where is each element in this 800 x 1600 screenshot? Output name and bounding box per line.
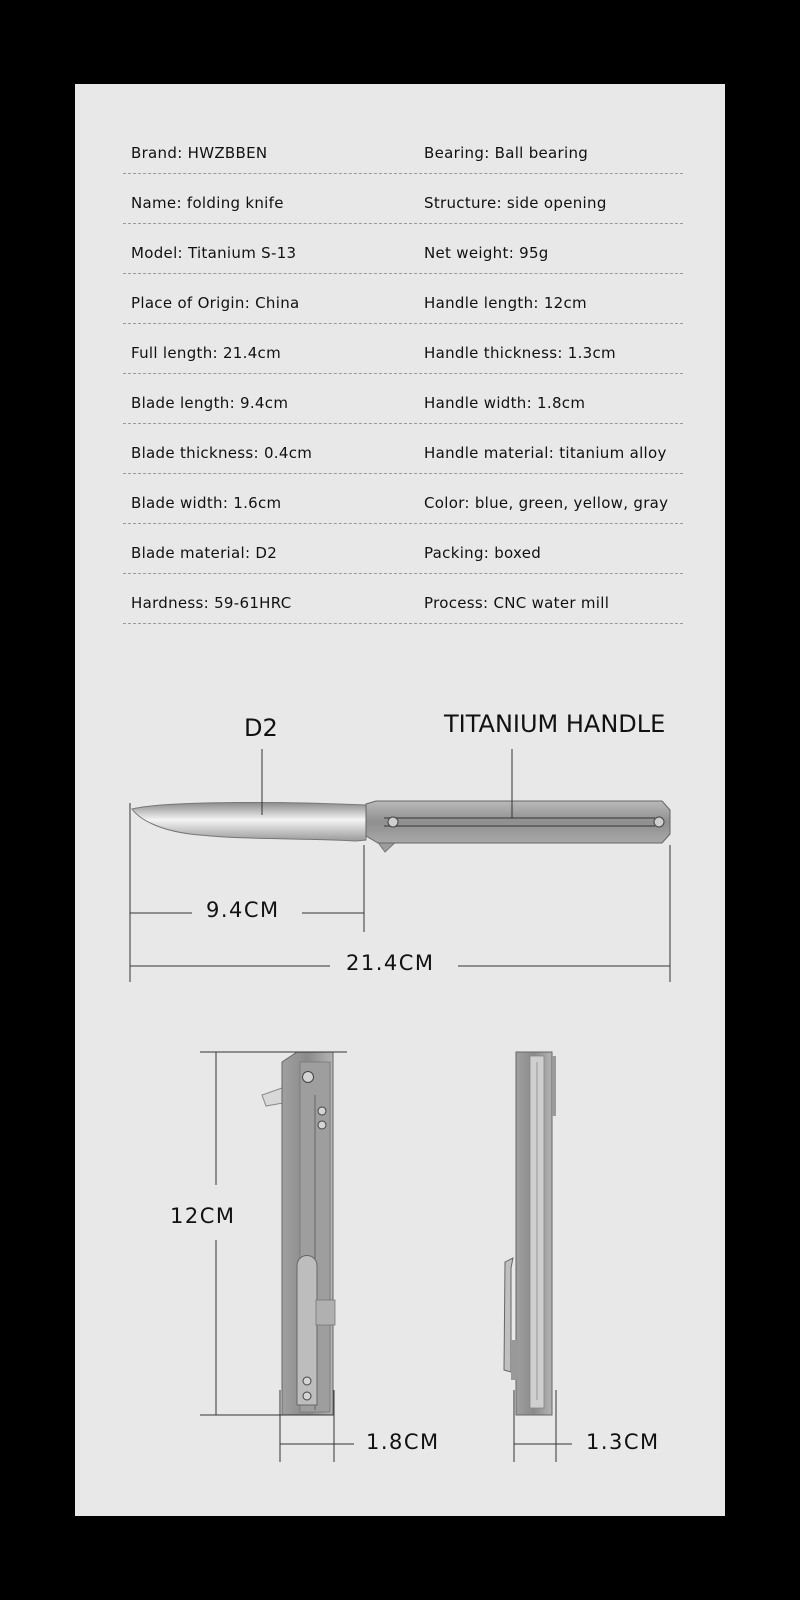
spec-value: Titanium S-13 (187, 244, 297, 262)
spec-key: Name : (131, 194, 187, 212)
blade-length-label: 9.4CM (206, 898, 280, 922)
handle-thickness-label: 1.3CM (586, 1430, 660, 1454)
spec-key: Handle width : (424, 394, 537, 412)
spec-key: Net weight : (424, 244, 519, 262)
spec-key: Handle length : (424, 294, 544, 312)
spec-value: 0.4cm (263, 444, 313, 462)
spec-value: D2 (255, 544, 278, 562)
spec-value: titanium alloy (559, 444, 667, 462)
spec-value: 1.3cm (567, 344, 616, 362)
spec-value: 9.4cm (240, 394, 289, 412)
knife-blade (132, 802, 366, 841)
handle-flipper (262, 1088, 283, 1106)
spec-key: Handle material : (424, 444, 559, 462)
spec-key: Blade thickness : (131, 444, 264, 462)
spec-key: Hardness : (131, 594, 214, 612)
handle-length-label: 12CM (170, 1204, 236, 1228)
spec-key: Bearing : (424, 144, 495, 162)
handle-spine-view (504, 1052, 556, 1415)
spec-key: Handle thickness : (424, 344, 568, 362)
spec-value: CNC water mill (493, 594, 610, 612)
spec-value: 95g (519, 244, 549, 262)
spec-key: Model : (131, 244, 188, 262)
spec-value: Ball bearing (494, 144, 589, 162)
spec-key: Full length : (131, 344, 223, 362)
spec-value: folding knife (186, 194, 284, 212)
knife-side-view (132, 801, 670, 852)
spec-value: 21.4cm (222, 344, 282, 362)
spec-value: HWZBBEN (187, 144, 268, 162)
knife-handle (366, 801, 670, 843)
spec-value: 1.6cm (233, 494, 282, 512)
blade-material-label: D2 (244, 714, 278, 742)
spec-value: China (255, 294, 300, 312)
handle-material-label: TITANIUM HANDLE (444, 710, 666, 738)
spec-value: 59-61HRC (214, 594, 292, 612)
spec-key: Brand : (131, 144, 188, 162)
spec-value: side opening (506, 194, 607, 212)
spec-key: Blade material : (131, 544, 255, 562)
handle-front-view (262, 1052, 335, 1415)
spec-value: boxed (494, 544, 542, 562)
spec-value: blue, green, yellow, gray (474, 494, 669, 512)
spec-key: Color : (424, 494, 475, 512)
spec-key: Structure : (424, 194, 507, 212)
spec-key: Packing : (424, 544, 494, 562)
spec-key: Process : (424, 594, 493, 612)
pivot-screw (388, 817, 398, 827)
spec-key: Place of Origin : (131, 294, 255, 312)
spec-value: 12cm (543, 294, 587, 312)
full-length-label: 21.4CM (346, 951, 435, 975)
spec-key: Blade length : (131, 394, 240, 412)
spec-key: Blade width : (131, 494, 233, 512)
spec-value: 1.8cm (537, 394, 586, 412)
tail-screw (654, 817, 664, 827)
handle-width-label: 1.8CM (366, 1430, 440, 1454)
